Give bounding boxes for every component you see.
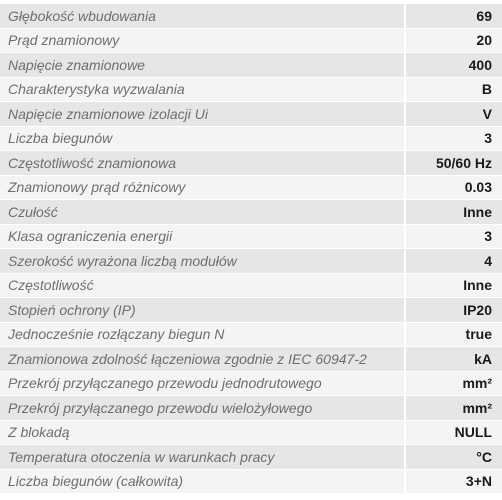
spec-row-przekroj-jednodrutowy: [0, 372, 502, 397]
spec-label: Temperatura otoczenia w warunkach pracy: [0, 445, 406, 469]
spec-label: Klasa ograniczenia energii: [0, 225, 406, 249]
spec-row-przekroj-wielozylowy: [0, 396, 502, 421]
spec-value: NULL: [406, 421, 502, 445]
spec-row-biegun-n: [0, 323, 502, 348]
spec-value: mm²: [406, 396, 502, 420]
spec-label: Częstotliwość znamionowa: [0, 151, 406, 175]
spec-table: [0, 4, 502, 494]
spec-value: 20: [406, 29, 502, 53]
spec-value: 50/60 Hz: [406, 151, 502, 175]
spec-row-czestotliwosc: [0, 274, 502, 299]
spec-value: 69: [406, 4, 502, 28]
spec-label: Przekrój przyłączanego przewodu jednodrutowego: [0, 372, 406, 396]
spec-row-liczba-biegunow-calkowita: [0, 470, 502, 495]
spec-label: Z blokadą: [0, 421, 406, 445]
spec-label: Liczba biegunów: [0, 127, 406, 151]
spec-label: Stopień ochrony (IP): [0, 298, 406, 322]
spec-value: 4: [406, 249, 502, 273]
spec-row-charakterystyka-wyzwalania: [0, 78, 502, 103]
spec-row-temperatura-otoczenia: [0, 445, 502, 470]
spec-label: Częstotliwość: [0, 274, 406, 298]
spec-value: V: [406, 102, 502, 126]
spec-row-klasa-ograniczenia-energii: [0, 225, 502, 250]
spec-value: 3+N: [406, 470, 502, 494]
spec-label: Napięcie znamionowe izolacji Ui: [0, 102, 406, 126]
spec-row-szerokosc-modulow: [0, 249, 502, 274]
spec-label: Napięcie znamionowe: [0, 53, 406, 77]
spec-row-stopien-ochrony: [0, 298, 502, 323]
spec-value: 400: [406, 53, 502, 77]
spec-label: Przekrój przyłączanego przewodu wielożyłowego: [0, 396, 406, 420]
spec-value: Inne: [406, 274, 502, 298]
spec-label: Szerokość wyrażona liczbą modułów: [0, 249, 406, 273]
spec-value: IP20: [406, 298, 502, 322]
spec-label: Głębokość wbudowania: [0, 4, 406, 28]
spec-value: 3: [406, 127, 502, 151]
spec-value: true: [406, 323, 502, 347]
spec-label: Liczba biegunów (całkowita): [0, 470, 406, 494]
spec-row-liczba-biegunow: [0, 127, 502, 152]
spec-row-prad-znamionowy: [0, 29, 502, 54]
spec-label: Znamionowy prąd różnicowy: [0, 176, 406, 200]
spec-value: 0.03: [406, 176, 502, 200]
spec-label: Czułość: [0, 200, 406, 224]
spec-label: Charakterystyka wyzwalania: [0, 78, 406, 102]
spec-value: °C: [406, 445, 502, 469]
spec-row-zdolnosc-laczeniowa: [0, 347, 502, 372]
spec-row-prad-roznicowy: [0, 176, 502, 201]
spec-value: mm²: [406, 372, 502, 396]
spec-value: kA: [406, 347, 502, 371]
spec-row-z-blokada: [0, 421, 502, 446]
spec-label: Znamionowa zdolność łączeniowa zgodnie z IEC 60947-2: [0, 347, 406, 371]
spec-label: Jednocześnie rozłączany biegun N: [0, 323, 406, 347]
spec-row-napiecie-znamionowe: [0, 53, 502, 78]
spec-row-glebokosc-wbudowania: [0, 4, 502, 29]
spec-value: 3: [406, 225, 502, 249]
spec-row-czulosc: [0, 200, 502, 225]
spec-value: Inne: [406, 200, 502, 224]
spec-row-napiecie-izolacji: [0, 102, 502, 127]
spec-row-czestotliwosc-znamionowa: [0, 151, 502, 176]
spec-value: B: [406, 78, 502, 102]
spec-label: Prąd znamionowy: [0, 29, 406, 53]
